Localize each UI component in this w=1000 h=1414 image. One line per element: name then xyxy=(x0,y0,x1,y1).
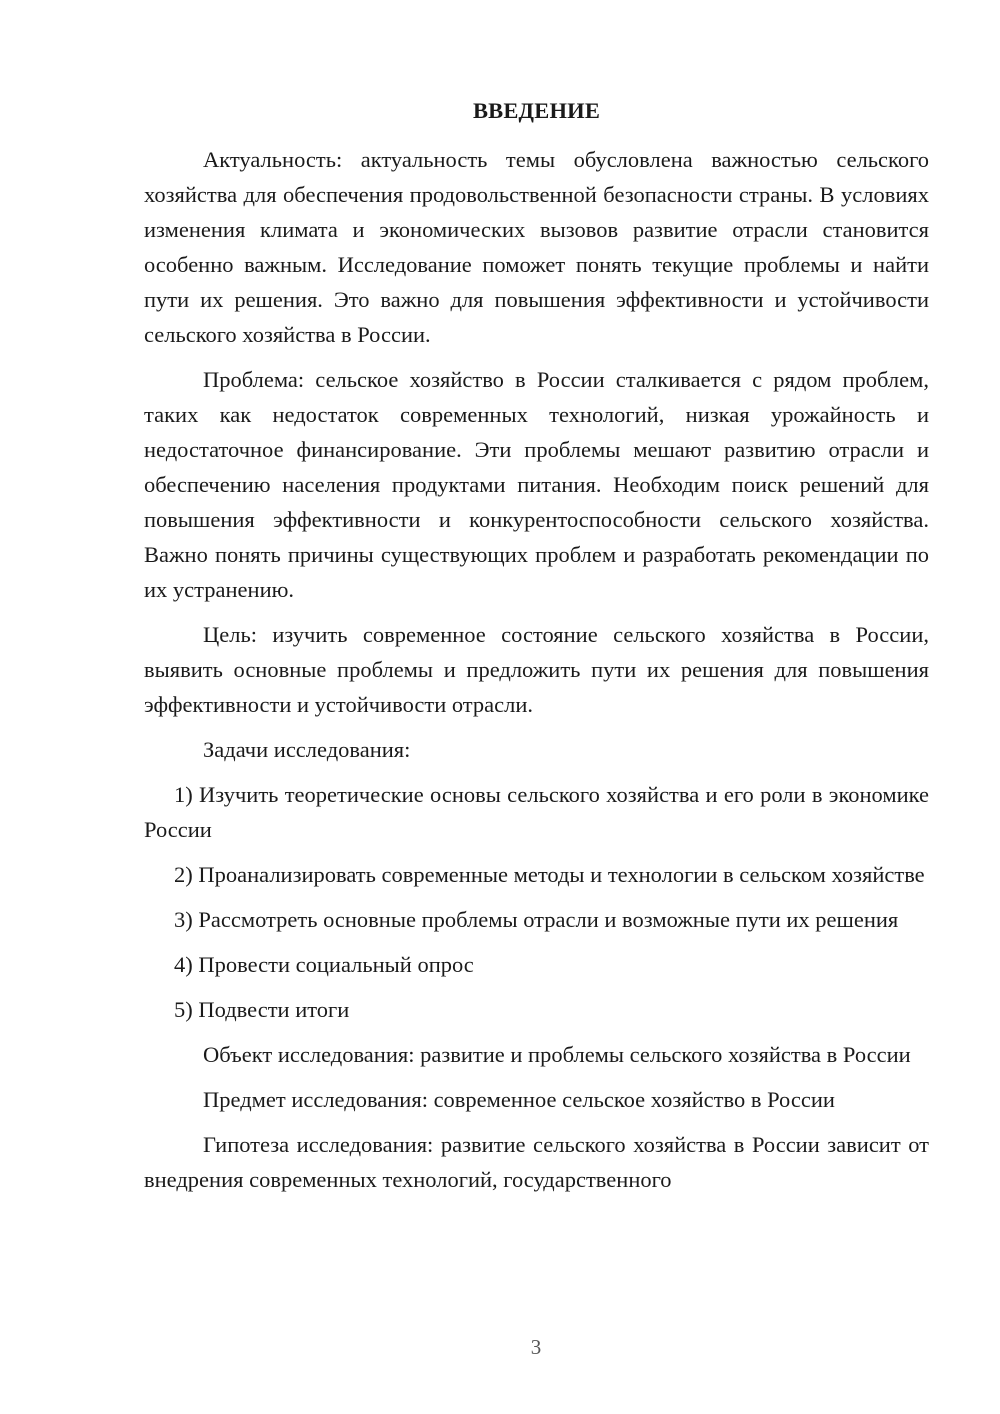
task-item-3: 3) Рассмотреть основные проблемы отрасли и возможные пути их решения xyxy=(174,907,899,932)
paragraph-object: Объект исследования: развитие и проблемы сельского хозяйства в России xyxy=(203,1042,911,1067)
paragraph-relevance: Актуальность: актуальность темы обусловлена важностью сельского хозяйства для обеспечения продовольственной безопасности страны. В условиях изменения климата и экономических вызовов развитие отрасли становится особенно важным. Исследование поможет понять текущие проблемы и найти пути их решения. Это важно для повышения эффективности и устойчивости сельского хозяйства в России. xyxy=(144,147,929,347)
paragraph-hypothesis: Гипотеза исследования: развитие сельского хозяйства в России зависит от внедрения современных технологий, государственного xyxy=(144,1132,929,1192)
paragraph-subject: Предмет исследования: современное сельское хозяйство в России xyxy=(203,1087,835,1112)
page-content xyxy=(144,96,929,1207)
task-item-2: 2) Проанализировать современные методы и технологии в сельском хозяйстве xyxy=(174,862,925,887)
section-heading: ВВЕДЕНИЕ xyxy=(472,98,601,123)
task-item-4: 4) Провести социальный опрос xyxy=(174,952,474,977)
task-item-1: 1) Изучить теоретические основы сельского хозяйства и его роли в экономике России xyxy=(144,782,929,842)
paragraph-problem: Проблема: сельское хозяйство в России сталкивается с рядом проблем, таких как недостаток современных технологий, низкая урожайность и недостаточное финансирование. Эти проблемы мешают развитию отрасли и обеспечению населения продуктами питания. Необходим поиск решений для повышения эффективности и конкурентоспособности сельского хозяйства. Важно понять причины существующих проблем и разработать рекомендации по их устранению. xyxy=(144,367,929,602)
page-number: 3 xyxy=(530,1335,542,1359)
paragraph-goal: Цель: изучить современное состояние сельского хозяйства в России, выявить основные проблемы и предложить пути их решения для повышения эффективности и устойчивости отрасли. xyxy=(144,622,929,717)
task-item-5: 5) Подвести итоги xyxy=(174,997,350,1022)
paragraph-tasks-intro: Задачи исследования: xyxy=(203,737,411,762)
